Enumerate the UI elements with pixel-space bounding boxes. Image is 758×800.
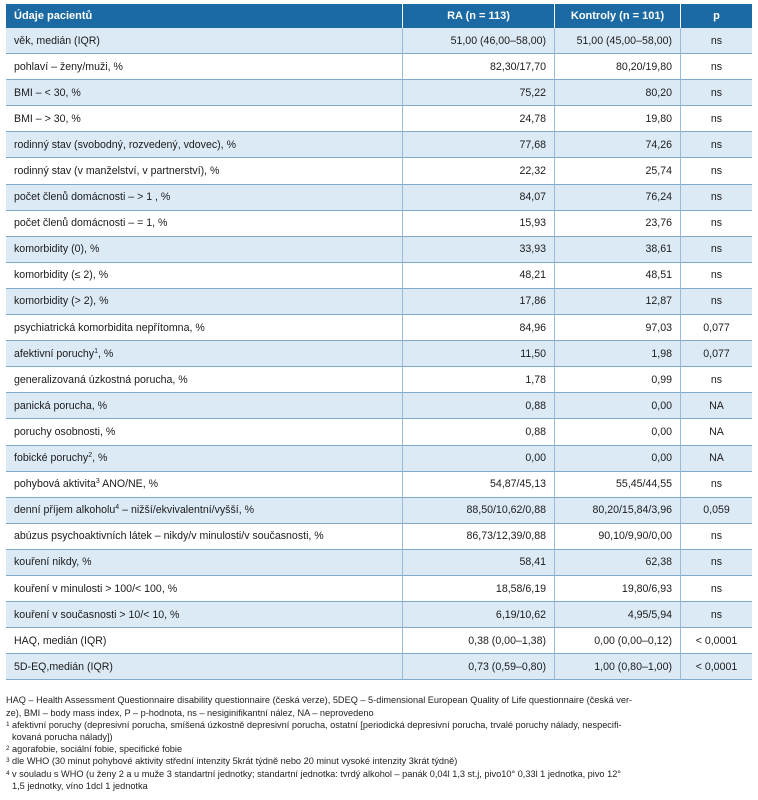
ra-value-cell: 84,96	[403, 315, 555, 341]
ra-value-cell: 84,07	[403, 185, 555, 211]
footnote-3-text: dle WHO (30 minut pohybové aktivity střední intenzity 5krát týdně nebo 20 minut vysoké intenzity 3krát týdně)	[12, 756, 458, 767]
abbreviations-line-2: ze), BMI – body mass index, P – p-hodnota, ns – nesiginifikantní nález, NA – neprovedeno	[6, 707, 374, 718]
row-label	[6, 628, 403, 654]
row-label-text: fobické poruchy	[14, 452, 89, 465]
row-label-text: HAQ, medián (IQR)	[14, 634, 107, 647]
row-label	[6, 185, 403, 211]
footnote-marker: 2	[88, 452, 93, 460]
footnote-4-continued	[6, 780, 752, 792]
row-label-text: panická porucha, %	[14, 399, 108, 412]
footnote-2-text: agorafobie, sociální fobie, specifické fobie	[12, 744, 183, 755]
table-row	[6, 446, 752, 472]
control-value-cell: 76,24	[555, 185, 681, 211]
footnote-4-text: v souladu s WHO (u ženy 2 a u muže 3 standartní jednotky; standartní jednotka: tvrdý alkohol – panák 0,04l 1,3 st.j, pivo10° 0,33l 1 jednotka, pivo 12°	[12, 768, 621, 779]
ra-value-cell: 24,78	[403, 106, 555, 132]
footnote-marker: 4	[115, 504, 120, 512]
p-value-cell: ns	[681, 550, 752, 576]
table-row	[6, 28, 752, 54]
control-value-cell: 74,26	[555, 132, 681, 158]
footnote-2-mark: 2	[6, 745, 10, 753]
table-row	[6, 211, 752, 237]
footnote-1-continued	[6, 731, 752, 743]
control-value-cell: 80,20	[555, 80, 681, 106]
table-row	[6, 158, 752, 184]
ra-value-cell: 77,68	[403, 132, 555, 158]
p-value-cell: < 0,0001	[681, 654, 752, 680]
table-row	[6, 550, 752, 576]
table-row	[6, 602, 752, 628]
control-value-cell: 38,61	[555, 237, 681, 263]
footnote-marker: 1	[94, 347, 98, 355]
header-ra: RA (n = 113)	[403, 4, 555, 28]
row-label	[6, 419, 403, 445]
row-label	[6, 367, 403, 393]
table-row	[6, 393, 752, 419]
table-row	[6, 576, 752, 602]
control-value-cell: 19,80/6,93	[555, 576, 681, 602]
row-label-text: počet členů domácnosti – = 1, %	[14, 217, 168, 230]
footnote-4-text-cont: 1,5 jednotky, víno 1dcl 1 jednotka	[12, 780, 148, 791]
control-value-cell: 23,76	[555, 211, 681, 237]
ra-value-cell: 0,88	[403, 419, 555, 445]
row-label-text: poruchy osobnosti, %	[14, 425, 116, 438]
table-notes	[6, 694, 752, 792]
control-value-cell: 0,00	[555, 393, 681, 419]
p-value-cell: ns	[681, 106, 752, 132]
footnote-marker: 3	[95, 478, 100, 486]
table-row	[6, 185, 752, 211]
table-row	[6, 419, 752, 445]
control-value-cell: 19,80	[555, 106, 681, 132]
table-row	[6, 654, 752, 680]
control-value-cell: 0,00	[555, 446, 681, 472]
header-patient-data: Údaje pacientů	[6, 4, 403, 28]
ra-value-cell: 15,93	[403, 211, 555, 237]
p-value-cell: ns	[681, 158, 752, 184]
p-value-cell: NA	[681, 446, 752, 472]
table-row	[6, 628, 752, 654]
ra-value-cell: 33,93	[403, 237, 555, 263]
table-row	[6, 289, 752, 315]
p-value-cell: ns	[681, 289, 752, 315]
table-row	[6, 54, 752, 80]
patient-data-table	[6, 4, 752, 680]
ra-value-cell: 86,73/12,39/0,88	[403, 524, 555, 550]
row-label-text: kouření v minulosti > 100/< 100, %	[14, 582, 178, 595]
ra-value-cell: 18,58/6,19	[403, 576, 555, 602]
p-value-cell: NA	[681, 419, 752, 445]
row-label	[6, 28, 403, 54]
p-value-cell: NA	[681, 393, 752, 419]
row-label	[6, 524, 403, 550]
footnote-2	[6, 743, 752, 755]
table-row	[6, 132, 752, 158]
footnote-3	[6, 755, 752, 767]
row-label-text: afektivní poruchy	[14, 347, 95, 360]
row-label-text: komorbidity (> 2), %	[14, 295, 109, 308]
ra-value-cell: 22,32	[403, 158, 555, 184]
footnote-1-text-cont: kovaná porucha nálady])	[12, 731, 113, 742]
p-value-cell: ns	[681, 80, 752, 106]
control-value-cell: 4,95/5,94	[555, 602, 681, 628]
row-label	[6, 106, 403, 132]
footnote-1-mark: 1	[6, 720, 10, 728]
ra-value-cell: 88,50/10,62/0,88	[403, 498, 555, 524]
control-value-cell: 0,00	[555, 419, 681, 445]
control-value-cell: 12,87	[555, 289, 681, 315]
p-value-cell: ns	[681, 524, 752, 550]
row-label-text: rodinný stav (v manželství, v partnerství), %	[14, 165, 220, 178]
row-label-text: abúzus psychoaktivních látek – nikdy/v minulosti/v současnosti, %	[14, 530, 324, 543]
control-value-cell: 97,03	[555, 315, 681, 341]
ra-value-cell: 54,87/45,13	[403, 472, 555, 498]
p-value-cell: ns	[681, 237, 752, 263]
header-controls: Kontroly (n = 101)	[555, 4, 681, 28]
row-label-text: věk, medián (IQR)	[14, 34, 100, 47]
ra-value-cell: 17,86	[403, 289, 555, 315]
row-label	[6, 341, 403, 367]
control-value-cell: 48,51	[555, 263, 681, 289]
row-label-text: kouření v současnosti > 10/< 10, %	[14, 608, 180, 621]
row-label	[6, 132, 403, 158]
row-label	[6, 446, 403, 472]
footnote-4	[6, 768, 752, 780]
row-label	[6, 550, 403, 576]
p-value-cell: ns	[681, 132, 752, 158]
p-value-cell: ns	[681, 602, 752, 628]
ra-value-cell: 0,88	[403, 393, 555, 419]
p-value-cell: < 0,0001	[681, 628, 752, 654]
row-label-suffix: – nižší/ekvivalentní/vyšší, %	[119, 504, 255, 517]
table-body	[6, 28, 752, 680]
row-label-text: pohlaví – ženy/muži, %	[14, 60, 123, 73]
row-label-text: BMI – > 30, %	[14, 112, 81, 125]
row-label	[6, 263, 403, 289]
p-value-cell: 0,059	[681, 498, 752, 524]
table-row	[6, 367, 752, 393]
row-label-text: komorbidity (≤ 2), %	[14, 269, 109, 282]
control-value-cell: 90,10/9,90/0,00	[555, 524, 681, 550]
ra-value-cell: 1,78	[403, 367, 555, 393]
footnote-1	[6, 719, 752, 731]
control-value-cell: 55,45/44,55	[555, 472, 681, 498]
ra-value-cell: 6,19/10,62	[403, 602, 555, 628]
row-label	[6, 54, 403, 80]
row-label-text: rodinný stav (svobodný, rozvedený, vdovec), %	[14, 138, 236, 151]
ra-value-cell: 0,00	[403, 446, 555, 472]
ra-value-cell: 0,73 (0,59–0,80)	[403, 654, 555, 680]
header-p: p	[681, 4, 752, 28]
row-label-text: počet členů domácnosti – > 1 , %	[14, 191, 171, 204]
ra-value-cell: 51,00 (46,00–58,00)	[403, 28, 555, 54]
control-value-cell: 51,00 (45,00–58,00)	[555, 28, 681, 54]
row-label	[6, 393, 403, 419]
row-label	[6, 654, 403, 680]
ra-value-cell: 58,41	[403, 550, 555, 576]
control-value-cell: 80,20/19,80	[555, 54, 681, 80]
control-value-cell: 80,20/15,84/3,96	[555, 498, 681, 524]
ra-value-cell: 0,38 (0,00–1,38)	[403, 628, 555, 654]
control-value-cell: 25,74	[555, 158, 681, 184]
control-value-cell: 0,00 (0,00–0,12)	[555, 628, 681, 654]
row-label	[6, 80, 403, 106]
table-row	[6, 524, 752, 550]
row-label	[6, 211, 403, 237]
row-label	[6, 472, 403, 498]
p-value-cell: ns	[681, 472, 752, 498]
table-row	[6, 237, 752, 263]
table-row	[6, 341, 752, 367]
table-row	[6, 315, 752, 341]
ra-value-cell: 82,30/17,70	[403, 54, 555, 80]
table-wrapper	[6, 4, 752, 792]
row-label-text: komorbidity (0), %	[14, 243, 100, 256]
table-row	[6, 472, 752, 498]
row-label	[6, 576, 403, 602]
control-value-cell: 62,38	[555, 550, 681, 576]
control-value-cell: 1,00 (0,80–1,00)	[555, 654, 681, 680]
row-label	[6, 237, 403, 263]
row-label-text: psychiatrická komorbidita nepřítomna, %	[14, 321, 205, 334]
footnote-3-mark: 3	[6, 757, 10, 765]
row-label-text: kouření nikdy, %	[14, 556, 92, 569]
p-value-cell: 0,077	[681, 315, 752, 341]
p-value-cell: ns	[681, 211, 752, 237]
table-row	[6, 263, 752, 289]
p-value-cell: ns	[681, 263, 752, 289]
row-label	[6, 602, 403, 628]
p-value-cell: 0,077	[681, 341, 752, 367]
ra-value-cell: 11,50	[403, 341, 555, 367]
control-value-cell: 1,98	[555, 341, 681, 367]
footnote-4-mark: 4	[6, 769, 10, 777]
row-label-text: generalizovaná úzkostná porucha, %	[14, 373, 188, 386]
row-label	[6, 158, 403, 184]
ra-value-cell: 48,21	[403, 263, 555, 289]
p-value-cell: ns	[681, 367, 752, 393]
row-label	[6, 498, 403, 524]
p-value-cell: ns	[681, 185, 752, 211]
table-row	[6, 498, 752, 524]
p-value-cell: ns	[681, 54, 752, 80]
row-label-text: denní příjem alkoholu	[14, 504, 116, 517]
row-label	[6, 289, 403, 315]
row-label	[6, 315, 403, 341]
footnote-1-text: afektivní poruchy (depresivní porucha, smíšená úzkostně depresivní porucha, ostatní [periodická depresivní porucha, trvalé poruchy nálady, nespecifi-	[12, 719, 622, 730]
row-label-text: BMI – < 30, %	[14, 86, 81, 99]
row-label-text: 5D-EQ,medián (IQR)	[14, 660, 113, 673]
abbreviations-line-1: HAQ – Health Assessment Questionnaire disability questionnaire (česká verze), 5DEQ – 5-dimensional European Quality of Life questionnaire (česká ver-	[6, 695, 633, 706]
row-label-suffix: , %	[92, 452, 108, 465]
p-value-cell: ns	[681, 28, 752, 54]
control-value-cell: 0,99	[555, 367, 681, 393]
row-label-text: pohybová aktivita	[14, 478, 96, 491]
ra-value-cell: 75,22	[403, 80, 555, 106]
row-label-suffix: , %	[98, 347, 114, 360]
table-header-row	[6, 4, 752, 28]
table-row	[6, 80, 752, 106]
p-value-cell: ns	[681, 576, 752, 602]
row-label-suffix: ANO/NE, %	[99, 478, 159, 491]
table-row	[6, 106, 752, 132]
